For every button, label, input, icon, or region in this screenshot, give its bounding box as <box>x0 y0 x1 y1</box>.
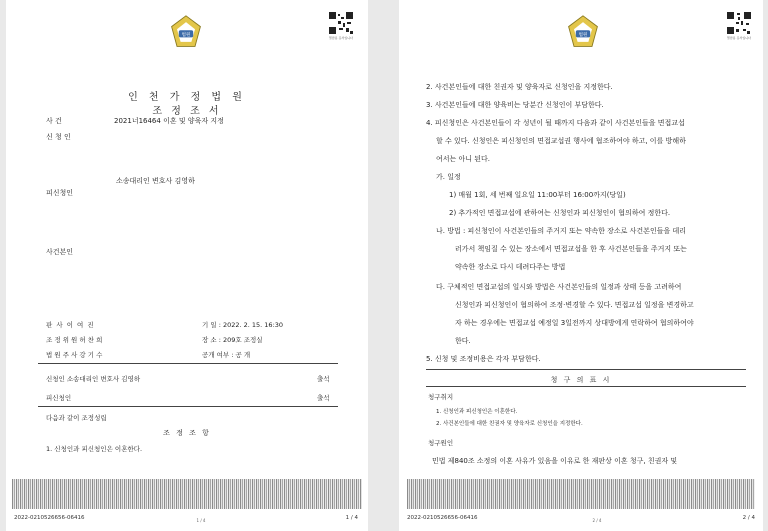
sub-da-line-3: 자 하는 경우에는 면접교섭 예정일 3일전까지 상대방에게 연락하여 협의하여야 <box>455 319 694 327</box>
item-4-line-3: 여서는 아니 된다. <box>436 155 491 163</box>
qr-caption: 열람용 문서입니다 <box>328 36 354 40</box>
attendee-2-status: 출석 <box>317 394 330 402</box>
sub-na-line-2: 러가서 책임질 수 있는 장소에서 면접교섭을 한 후 사건본인들을 주거지 또는 <box>455 245 687 253</box>
qr-code-icon <box>328 11 354 35</box>
item-4-line-1: 4. 피신청인은 사건본인들이 각 성년이 될 때까지 다음과 같이 사건본인들을 면접교섭 <box>426 119 685 127</box>
qr-caption: 열람용 문서입니다 <box>726 36 752 40</box>
applicant-label: 신 청 인 <box>46 133 71 141</box>
member-label: 조 정 위 원 허 찬 희 <box>46 336 103 344</box>
attendee-2: 피신청인 <box>46 394 72 402</box>
principal-label: 사건본인 <box>46 248 74 256</box>
claim-title: 청 구 의 표 시 <box>550 376 612 384</box>
attendee-1-status: 출석 <box>317 375 330 383</box>
court-seal-icon <box>168 14 204 50</box>
item-3: 3. 사건본인들에 대한 양육비는 당분간 신청인이 부담한다. <box>426 101 604 109</box>
svg-text:법원: 법원 <box>578 33 588 39</box>
applicant-agent: 소송대리인 변호사 김영하 <box>116 177 195 185</box>
divider <box>426 386 746 387</box>
attendee-1: 신청인 소송대리인 변호사 김영하 <box>46 375 141 383</box>
date-label: 기 일 : 2022. 2. 15. 16:30 <box>202 321 284 329</box>
sub-da-line-1: 다. 구체적인 면접교섭의 일시와 방법은 사건본인들의 일정과 상태 등을 고려하여 <box>436 283 682 291</box>
page-number: 2 / 4 <box>742 515 755 521</box>
divider <box>38 363 338 364</box>
page-indicator-center: 1 / 4 <box>196 518 206 523</box>
claim-purpose-heading: 청구취지 <box>428 393 454 401</box>
judge-label: 판 사 이 여 진 <box>46 321 94 329</box>
place-label: 장 소 : 209호 조정실 <box>202 336 263 344</box>
item-5: 5. 신청 및 조정비용은 각자 부담한다. <box>426 355 541 363</box>
sub-ga-2: 2) 추가적인 면접교섭에 관하여는 신청인과 피신청인이 협의하여 정한다. <box>449 209 671 217</box>
respondent-label: 피신청인 <box>46 189 74 197</box>
term-1: 1. 신청인과 피신청인은 이혼한다. <box>46 445 143 453</box>
document-id: 2022-0210526656-06416 <box>14 515 85 521</box>
terms-title: 조 정 조 항 <box>163 429 211 437</box>
page-indicator-center: 2 / 4 <box>592 518 602 523</box>
svg-text:법원: 법원 <box>181 33 191 39</box>
case-value: 2021너16464 이혼 및 양육자 지정 <box>114 117 224 125</box>
sub-ga-1: 1) 매월 1회, 세 번째 일요일 11:00부터 16:00까지(당일) <box>449 191 626 199</box>
divider <box>38 406 338 407</box>
established-text: 다음과 같이 조정성립 <box>46 414 107 422</box>
sub-na-line-3: 약속한 장소로 다시 데려다주는 방법 <box>455 263 566 271</box>
sub-na-line-1: 나. 방법 : 피신청인이 사건본인들의 주거지 또는 약속한 장소로 사건본인들을 데리 <box>436 227 686 235</box>
document-title: 조 정 조 서 <box>152 106 222 117</box>
document-page-2 <box>399 0 763 531</box>
barcode-strip <box>12 479 362 509</box>
divider <box>426 369 746 370</box>
claim-purpose-1: 1. 신청인과 피신청인은 이혼한다. <box>436 409 518 415</box>
case-label: 사 건 <box>46 117 62 125</box>
document-id: 2022-0210526656-06416 <box>407 515 478 521</box>
qr-code-icon <box>726 11 752 35</box>
claim-cause-text: 민법 제840조 소정의 이혼 사유가 있음을 이유로 한 재판상 이혼 청구, 친권자 및 <box>432 457 678 465</box>
barcode-strip <box>407 479 755 509</box>
document-page-1 <box>6 0 368 531</box>
sub-da-line-4: 한다. <box>455 337 471 345</box>
court-seal-icon <box>565 14 601 50</box>
sub-da-line-2: 신청인과 피신청인이 협의하여 조정·변경할 수 있다. 면접교섭 일정을 변경하고 <box>455 301 694 309</box>
court-title: 인 천 가 정 법 원 <box>128 92 246 103</box>
item-4-line-2: 할 수 있다. 신청인은 피신청인의 면접교섭권 행사에 협조하여야 하고, 이를 방해하 <box>436 137 686 145</box>
sub-ga: 가. 일정 <box>436 173 461 181</box>
claim-purpose-2: 2. 사건본인들에 대한 친권자 및 양육자로 신청인을 지정한다. <box>436 421 583 427</box>
public-label: 공개 여부 : 공 개 <box>202 351 251 359</box>
page-number: 1 / 4 <box>345 515 358 521</box>
claim-cause-heading: 청구원인 <box>428 439 454 447</box>
clerk-label: 법 원 주 사 강 기 수 <box>46 351 103 359</box>
item-2: 2. 사건본인들에 대한 친권자 및 양육자로 신청인을 지정한다. <box>426 83 613 91</box>
